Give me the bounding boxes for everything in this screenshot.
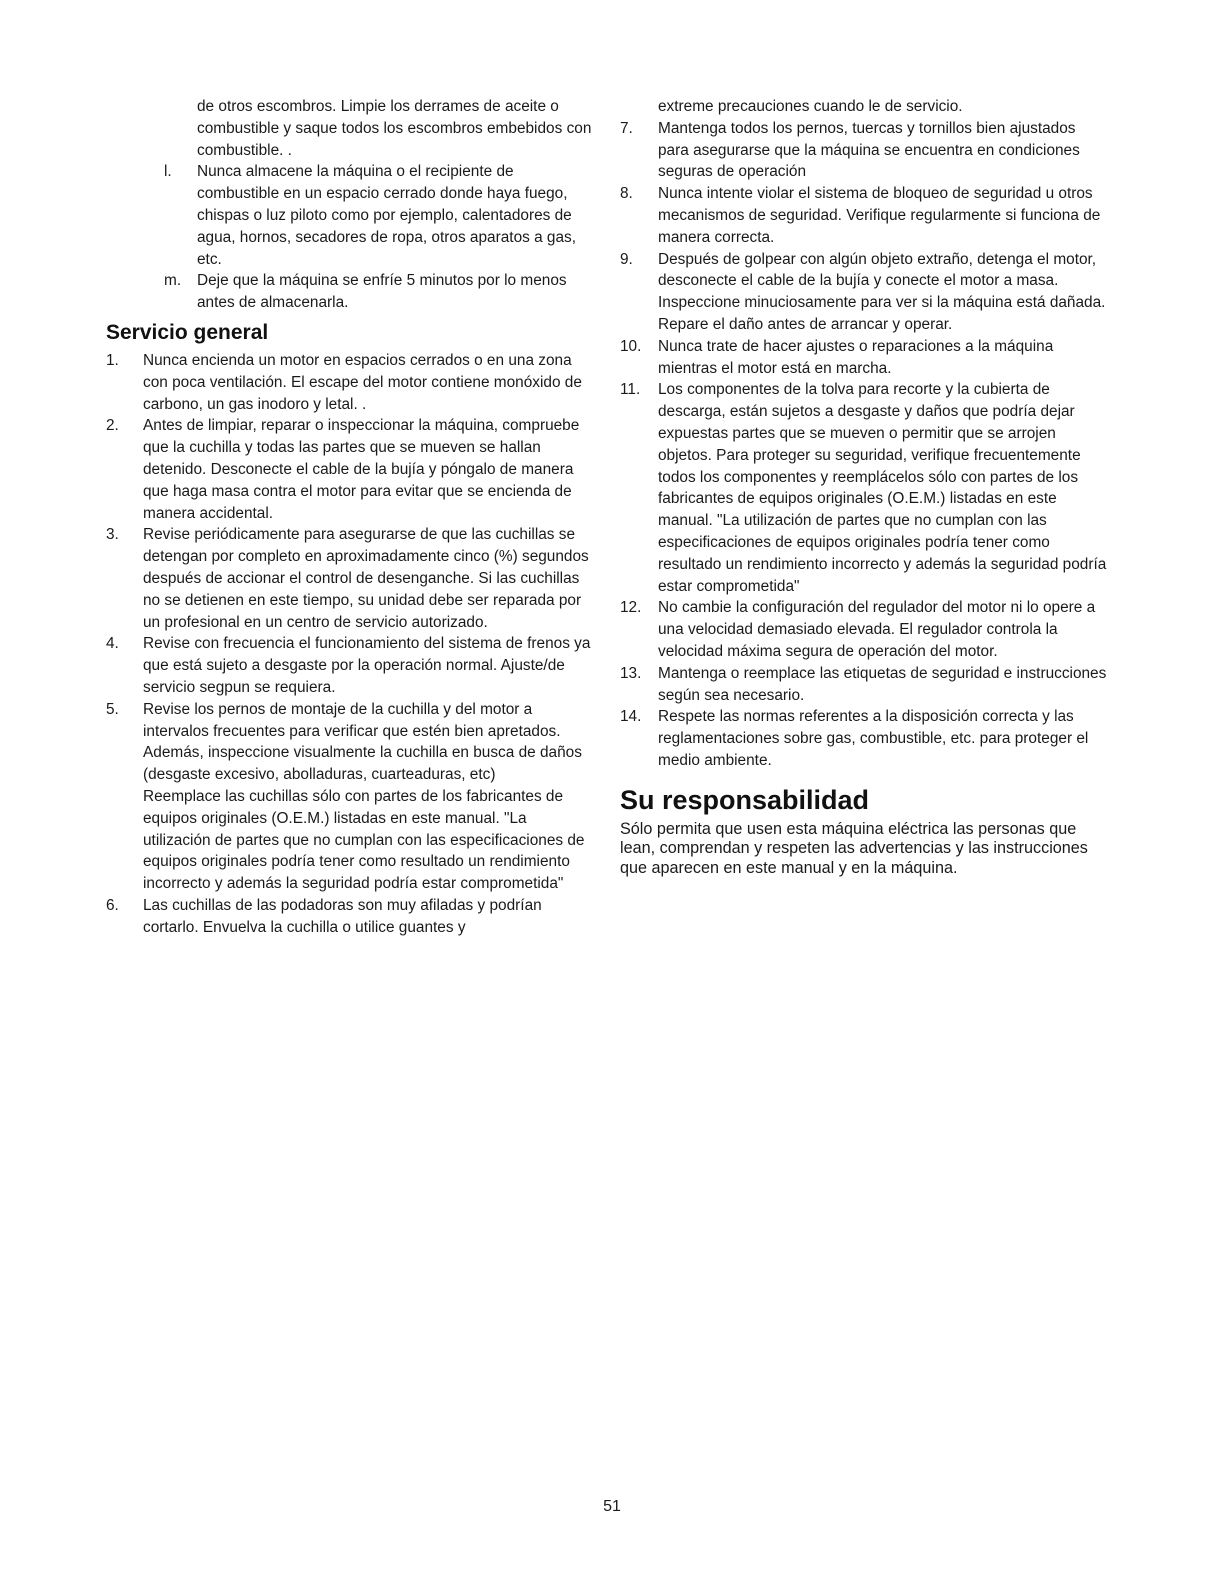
section-title-servicio-general: Servicio general [106,320,269,344]
list-item: 5. Revise los pernos de montaje de la cuchilla y del motor a intervalos frecuentes para verificar que estén bien apretados. Además, inspeccione visualmente la cuchilla en busca de daños (desgaste excesivo, abolladuras, cuarteaduras, etc) [106,700,582,784]
list-item: 13. Mantenga o reemplace las etiquetas de seguridad e instrucciones según sea necesario. [620,664,1107,704]
list-item: de otros escombros. Limpie los derrames de aceite o combustible y saque todos los escombros embebidos con combustible. . [197,98,592,159]
right-column [620,96,1110,878]
item-5-extra-paragraph: Reemplace las cuchillas sólo con partes de los fabricantes de equipos originales (O.E.M.) listadas en este manual. "La utilización de partes que no cumplan con las especificaciones de equipos originales podría tener como resultado un rendimiento incorrecto y además la seguridad podría estar comprometida" [143,787,585,893]
servicio-list [106,350,596,939]
list-item: 2. Antes de limpiar, reparar o inspeccionar la máquina, compruebe que la cuchilla y todas las partes que se mueven se hallan detenido. Desconecte el cable de la bujía y póngalo de manera que haga masa contra el motor para evitar que se encienda de manera accidental. [106,417,580,522]
list-item: m. Deje que la máquina se enfríe 5 minutos por lo menos antes de almacenarla. [164,272,567,312]
servicio-list-continuation [620,96,1110,772]
list-item: 1. Nunca encienda un motor en espacios cerrados o en una zona con poca ventilación. El escape del motor contiene monóxido de carbono, un gas inodoro y letal. . [106,351,582,413]
list-item: l. Nunca almacene la máquina o el recipiente de combustible en un espacio cerrado donde haya fuego, chispas o luz piloto como por ejemplo, calentadores de agua, hornos, secadores de ropa, otros aparatos a gas, etc. [164,163,577,268]
storage-list-continuation [106,96,596,314]
left-column [106,96,596,938]
list-item: 12. No cambie la configuración del regulador del motor ni lo opere a una velocidad demasiado elevada. El regulador controla la velocidad máxima segura de operación del motor. [620,599,1096,660]
page-number: 51 [603,1498,621,1515]
list-item: 8. Nunca intente violar el sistema de bloqueo de seguridad u otros mecanismos de seguridad. Verifique regularmente si funciona de manera correcta. [620,185,1101,246]
list-item: 4. Revise con frecuencia el funcionamiento del sistema de frenos ya que está sujeto a desgaste por la operación normal. Ajuste/de servicio segpun se requiera. [106,635,591,696]
responsabilidad-paragraph: Sólo permita que usen esta máquina eléctrica las personas que lean, comprendan y respeten las advertencias y las instrucciones que aparecen en este manual y en la máquina. [620,819,1088,877]
list-item: 9. Después de golpear con algún objeto extraño, detenga el motor, desconecte el cable de la bujía y conecte el motor a masa. Inspeccione minuciosamente para ver si la máquina está dañada. Repare el daño antes de arrancar y operar. [620,250,1106,333]
list-item: 7. Mantenga todos los pernos, tuercas y tornillos bien ajustados para asegurarse que la máquina se encuentra en condiciones seguras de operación [620,119,1080,181]
section-title-su-responsabilidad: Su responsabilidad [620,784,870,815]
list-item: 11. Los componentes de la tolva para recorte y la cubierta de descarga, están sujetos a desgaste y daños que podría dejar expuestas partes que se mueven o permitir que se arrojen objetos. Para proteger su seguridad, verifique frecuentemente todos los componentes y reemplácelos sólo con partes de los fabricantes de equipos originales (O.E.M.) listadas en este manual. "La utilización de partes que no cumplan con las especificaciones de equipos originales podría tener como resultado un rendimiento incorrecto y además la seguridad podría estar comprometida" [620,381,1107,595]
list-item: 3. Revise periódicamente para asegurarse de que las cuchillas se detengan por completo en aproximadamente cinco (%) segundos después de accionar el control de desenganche. Si las cuchillas no se detienen en este tiempo, su unidad debe ser reparada por un profesional en un centro de servicio autorizado. [106,526,589,631]
list-item: extreme precauciones cuando le de servicio. [658,98,963,115]
list-item: 14. Respete las normas referentes a la disposición correcta y las reglamentaciones sobre gas, combustible, etc. para proteger el medio ambiente. [620,708,1089,769]
list-item: 10. Nunca trate de hacer ajustes o reparaciones a la máquina mientras el motor está en marcha. [620,337,1054,377]
list-item: 6. Las cuchillas de las podadoras son muy afiladas y podrían cortarlo. Envuelva la cuchilla o utilice guantes y [106,896,542,936]
